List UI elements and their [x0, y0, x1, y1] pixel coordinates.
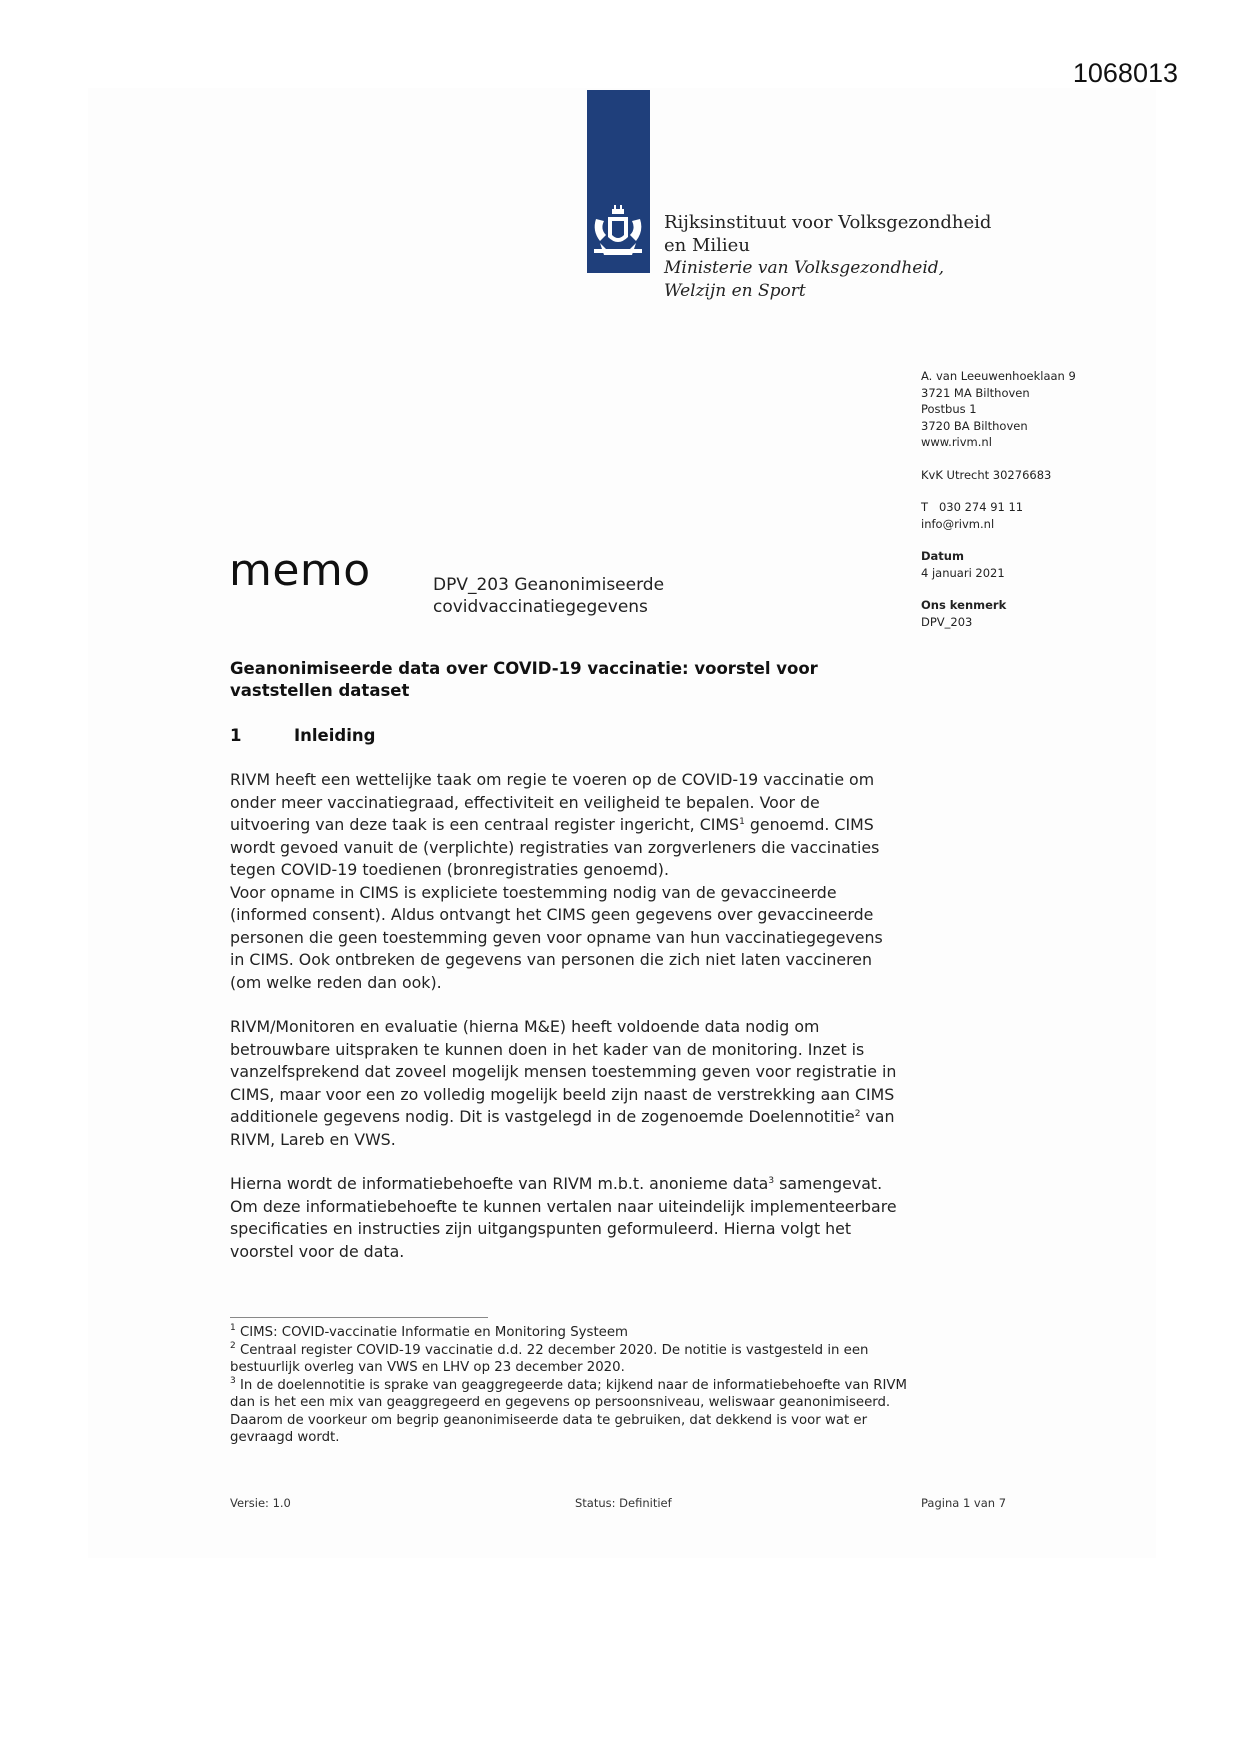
memo-subject: [433, 574, 664, 618]
org-name-line2: en Milieu: [664, 235, 750, 256]
paragraph: [230, 1173, 902, 1263]
email-link[interactable]: info@rivm.nl: [921, 516, 995, 531]
footnote-text: In de doelennotitie is sprake van geaggregeerde data; kijkend naar de informatiebehoefte van RIVM dan is het een mix van geaggregeerd en gegevens op persoonsniveau, weliswaar geanonimiseerd. Daarom de voorkeur om begrip geanonimiseerde data te gebruiken, dat dekkend is voor wat er gevraagd wordt.: [230, 1377, 907, 1445]
footnote: [230, 1342, 910, 1377]
document-title: Geanonimiseerde data over COVID-19 vaccinatie: voorstel voor vaststellen dataset: [230, 659, 818, 700]
footer-version: Versie: 1.0: [230, 1496, 291, 1510]
date-label: Datum: [921, 549, 964, 563]
kvk-number: KvK Utrecht 30276683: [921, 467, 1052, 482]
footnote: [230, 1324, 910, 1342]
phone-number: T 030 274 91 11: [921, 500, 1024, 514]
memo-subject-line2: covidvaccinatiegegevens: [433, 597, 648, 617]
footer-status: Status: Definitief: [575, 1496, 672, 1510]
footnote: [230, 1377, 910, 1447]
address-line: Postbus 1: [921, 402, 977, 416]
paragraph-text: genoemd. CIMS wordt gevoed vanuit de (verplichte) registraties van zorgverleners die vaccinaties tegen COVID-19 toedienen (bronregistraties genoemd).: [230, 815, 880, 879]
paragraph: Voor opname in CIMS is expliciete toestemming nodig van de gevaccineerde (informed consent). Aldus ontvangt het CIMS geen gegevens over gevaccineerde personen die geen toestemming geven voor opname van hun vaccinatiegegevens in CIMS. Ook ontbreken de gegevens van personen die zich niet laten vaccineren (om welke reden dan ook).: [230, 882, 883, 992]
section-number: 1: [230, 726, 242, 745]
memo-heading: memo: [229, 545, 371, 596]
footnote-ref: 3: [768, 1176, 775, 1186]
coat-of-arms-icon: [590, 205, 646, 265]
paragraph-text: RIVM/Monitoren en evaluatie (hierna M&E) heeft voldoende data nodig om betrouwbare uitspraken te kunnen doen in het kader van de monitoring. Inzet is vanzelfsprekend dat zoveel mogelijk mensen toestemming geven voor registratie in CIMS, maar voor een zo volledig mogelijk beeld zijn naast de verstrekking aan CIMS additionele gegevens nodig. Dit is vastgelegd in de zogenoemde Doelennotitie: [230, 1017, 897, 1126]
section-title: Inleiding: [294, 726, 376, 745]
organization-name: [664, 211, 991, 303]
footnote-text: Centraal register COVID-19 vaccinatie d.d. 22 december 2020. De notitie is vastgesteld in een bestuurlijk overleg van VWS en LHV op 23 december 2020.: [230, 1342, 869, 1375]
address-line: 3721 MA Bilthoven: [921, 385, 1030, 400]
memo-subject-line1: DPV_203 Geanonimiseerde: [433, 575, 665, 595]
address-line: A. van Leeuwenhoeklaan 9: [921, 369, 1076, 383]
ministry-line2: Welzijn en Sport: [664, 281, 806, 301]
paragraph-text: samengevat. Om deze informatiebehoefte te kunnen vertalen naar uiteindelijk implementeerbare specificaties en instructies zijn uitgangspunten geformuleerd. Hierna volgt het voorstel voor de data.: [230, 1174, 897, 1261]
section-heading: [230, 726, 375, 745]
document-number: 1068013: [1072, 58, 1178, 88]
website-link[interactable]: www.rivm.nl: [921, 435, 992, 449]
reference-label: Ons kenmerk: [921, 598, 1007, 612]
paragraph: [230, 1016, 902, 1151]
paragraph-text: van RIVM, Lareb en VWS.: [230, 1107, 895, 1149]
ministry-line1: Ministerie van Volksgezondheid,: [664, 258, 945, 278]
body-text: [230, 769, 902, 1263]
footnote-divider: [230, 1317, 488, 1318]
footnotes: [230, 1324, 910, 1447]
footnote-ref: 2: [854, 1109, 861, 1119]
reference-value: DPV_203: [921, 614, 973, 629]
footnote-number: 2: [230, 1340, 236, 1351]
footnote-text: CIMS: COVID-vaccinatie Informatie en Monitoring Systeem: [235, 1325, 628, 1340]
paragraph: [230, 769, 902, 882]
date-value: 4 januari 2021: [921, 565, 1005, 580]
sender-details: [921, 368, 1141, 630]
address-line: 3720 BA Bilthoven: [921, 418, 1028, 433]
footer-page: Pagina 1 van 7: [921, 1496, 1007, 1510]
org-name-line1: Rijksinstituut voor Volksgezondheid: [664, 212, 992, 233]
footnote-number: 3: [230, 1375, 236, 1386]
paragraph-text: Hierna wordt de informatiebehoefte van RIVM m.b.t. anonieme data: [230, 1174, 769, 1193]
paragraph-text: RIVM heeft een wettelijke taak om regie te voeren op de COVID-19 vaccinatie om onder meer vaccinatiegraad, effectiviteit en veiligheid te bepalen. Voor de uitvoering van deze taak is een centraal register ingericht, CIMS: [230, 770, 875, 834]
footnote-number: 1: [230, 1323, 236, 1333]
footnote-ref: 1: [739, 817, 745, 827]
